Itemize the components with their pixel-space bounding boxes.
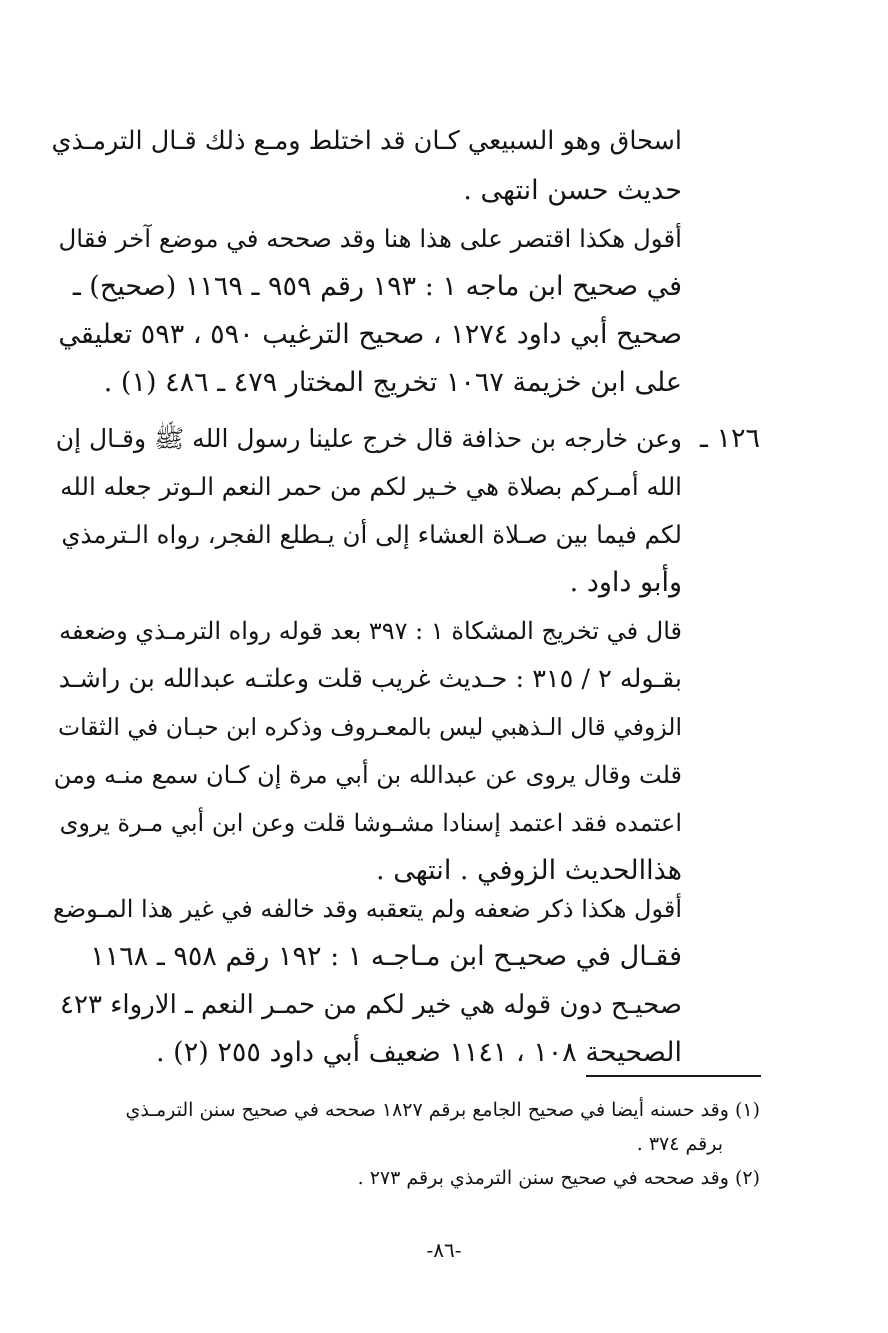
footnote-line: (٢) وقد صححه في صحيح سنن الترمذي برقم ٢٧٣ . [357,1167,760,1189]
text-line: الزوفي قال الـذهبي ليس بالمعـروف وذكره ابن حبـان في الثقات [58,713,682,741]
footnote-line: (١) وقد حسنه أيضا في صحيح الجامع برقم ١٨٢٧ صححه في صحيح سنن الترمـذي [125,1099,760,1121]
footnote-divider [586,1075,761,1077]
text-line: قلت وقال يروى عن عبدالله بن أبي مرة إن كـان سمع منـه ومن [53,761,682,789]
text-line: هذاالحديث الزوفي . انتهى . [376,855,682,886]
text-line: حديث حسن انتهى . [463,175,682,206]
text-line: قال في تخريج المشكاة ١ : ٣٩٧ بعد قوله رواه الترمـذي وضعفه [59,617,682,645]
hadith-text-line: وأبو داود . [569,567,682,598]
text-line: على ابن خزيمة ١٠٦٧ تخريج المختار ٤٧٩ ـ ٤٨٦ (١) . [103,367,682,398]
text-line: صحيح أبي داود ١٢٧٤ ، صحيح الترغيب ٥٩٠ ، ٥٩٣ تعليقي [58,319,682,350]
text-line: أقول هكذا اقتصر على هذا هنا وقد صححه في موضع آخر فقال [58,224,682,253]
text-line: أقول هكذا ذكر ضعفه ولم يتعقبه وقد خالفه في غير هذا المـوضع [52,895,682,923]
text-line: فقـال في صحيـح ابن مـاجـه ١ : ١٩٢ رقم ٩٥٨ ـ ١١٦٨ [90,941,682,972]
hadith-text-line: الله أمـركم بصلاة هي خـير لكم من حمر النعم الـوتر جعله الله [60,472,682,501]
text-line: بقـوله ٢ / ٣١٥ : حـديث غريب قلت وعلتـه عبدالله بن راشـد [58,664,682,694]
text-line: اسحاق وهو السبيعي كـان قد اختلط ومـع ذلك قـال الترمـذي [51,126,682,156]
text-line: الصحيحة ١٠٨ ، ١١٤١ ضعيف أبي داود ٢٥٥ (٢) . [156,1037,682,1068]
hadith-text-line: لكم فيما بين صـلاة العشاء إلى أن يـطلع الفجر، رواه الـترمذي [61,520,682,549]
footnote-line: برقم ٣٧٤ . [636,1133,723,1155]
page-number: -٨٦- [426,1238,462,1262]
hadith-number: ١٢٦ ـ [699,423,760,454]
text-line: اعتمده فقد اعتمد إسنادا مشـوشا قلت وعن ابن أبي مـرة يروى [59,809,682,837]
text-line: في صحيح ابن ماجه ١ : ١٩٣ رقم ٩٥٩ ـ ١١٦٩ (صحيح) ـ [72,271,682,302]
text-line: صحيـح دون قوله هي خير لكم من حمـر النعم ـ الارواء ٤٢٣ [60,990,682,1020]
hadith-text-line: وعن خارجه بن حذافة قال خرج علينا رسول الله ﷺ وقـال إن [55,424,682,453]
